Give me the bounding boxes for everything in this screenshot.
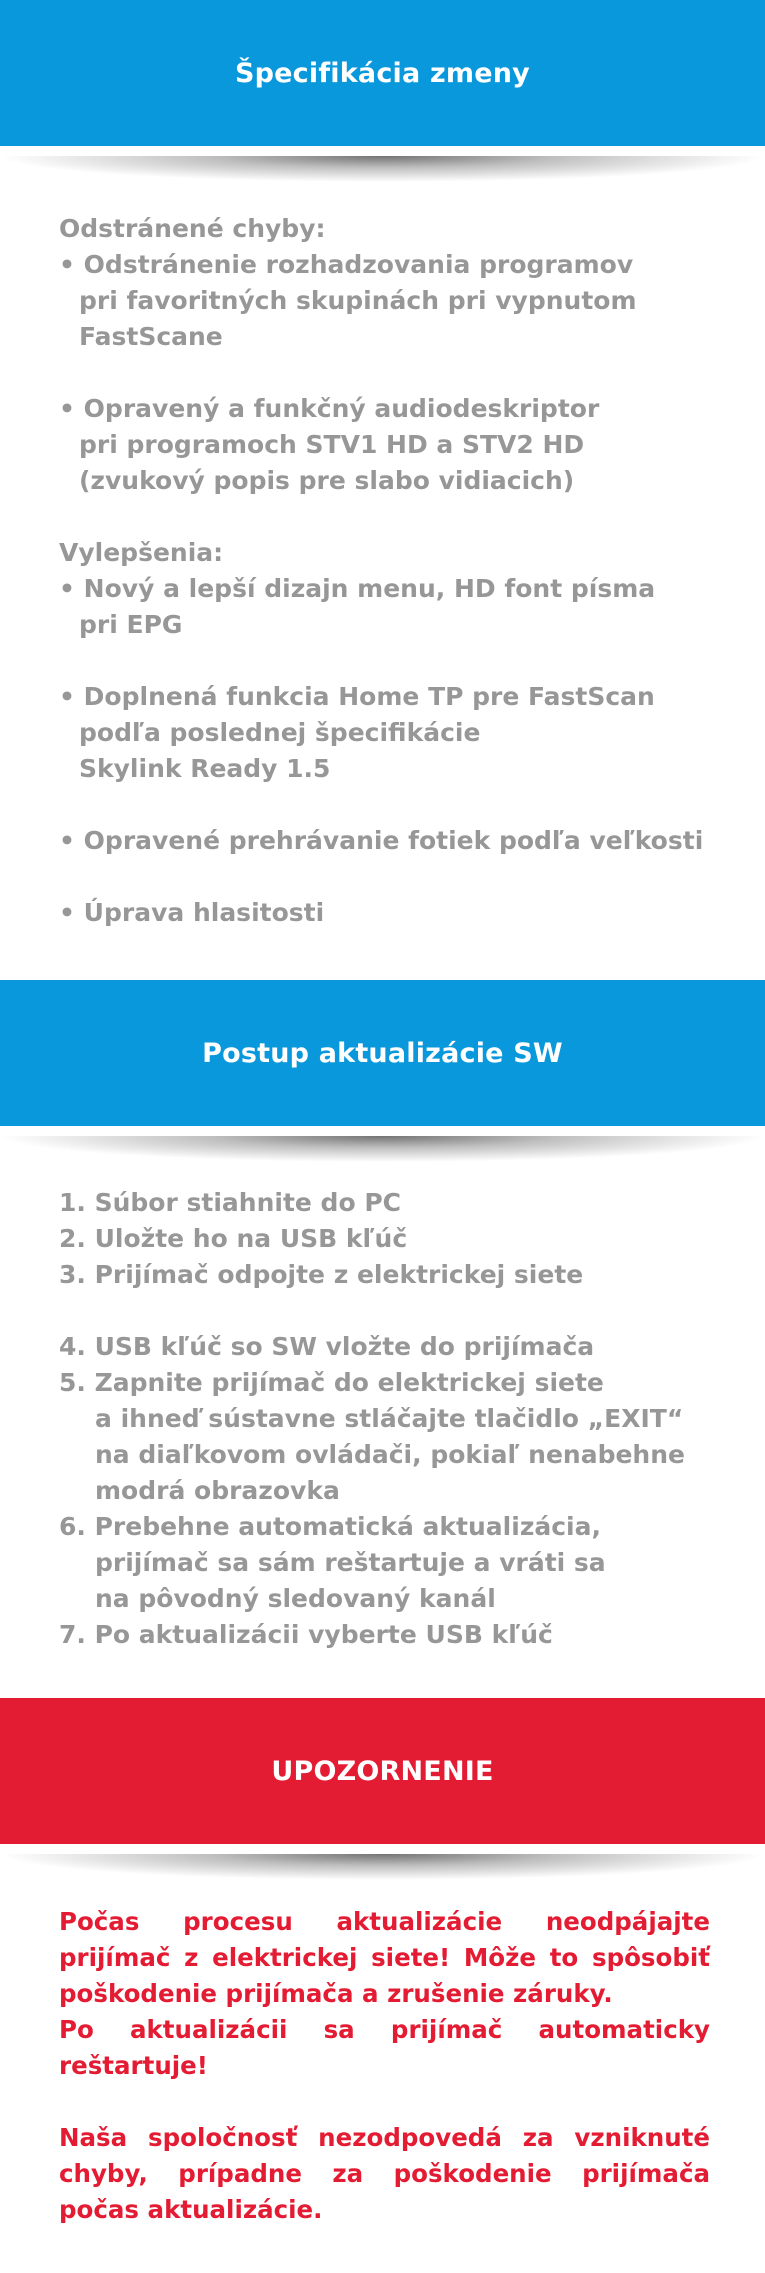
warning-p3-line-2: chyby, prípadne za poškodenie prijímača: [59, 2159, 710, 2188]
spec-banner: [0, 0, 765, 146]
fix-item-2-line-3: (zvukový popis pre slabo vidiacich): [79, 466, 575, 495]
step-1: 1. Súbor stiahnite do PC: [59, 1188, 401, 1217]
warning-p3-line-3: počas aktualizácie.: [59, 2195, 323, 2224]
warning-p1-line-1: Počas procesu aktualizácie neodpájajte: [59, 1907, 710, 1936]
warning-p3-line-1: Naša spoločnosť nezodpovedá za vzniknuté: [59, 2123, 710, 2152]
improvement-item-1-line-2: pri EPG: [79, 610, 183, 639]
improvement-item-2-line-3: Skylink Ready 1.5: [79, 754, 331, 783]
step-7: 7. Po aktualizácii vyberte USB kľúč: [59, 1620, 553, 1649]
warning-p2-line-2: reštartuje!: [59, 2051, 208, 2080]
step-6-line-3: na pôvodný sledovaný kanál: [95, 1584, 496, 1613]
fix-item-1-line-1: • Odstránenie rozhadzovania programov: [59, 250, 634, 279]
step-6-line-2: prijímač sa sám reštartuje a vráti sa: [95, 1548, 606, 1577]
step-4: 4. USB kľúč so SW vložte do prijímača: [59, 1332, 595, 1361]
procedure-section: [59, 1185, 719, 1653]
procedure-banner-shadow: [0, 1136, 765, 1162]
step-5-line-1: 5. Zapnite prijímač do elektrickej siete: [59, 1368, 604, 1397]
warning-banner-shadow: [0, 1854, 765, 1880]
improvements-heading: Vylepšenia:: [59, 538, 224, 567]
warning-section: [59, 1904, 710, 2228]
spec-title: Špecifikácia zmeny: [235, 57, 530, 89]
fix-item-2-line-1: • Opravený a funkčný audiodeskriptor: [59, 394, 600, 423]
improvement-item-3: • Opravené prehrávanie fotiek podľa veľkosti: [59, 826, 704, 855]
warning-title: UPOZORNENIE: [271, 1755, 494, 1787]
improvement-item-2-line-1: • Doplnená funkcia Home TP pre FastScan: [59, 682, 655, 711]
changes-section: [59, 211, 719, 931]
procedure-banner: [0, 980, 765, 1126]
step-6-line-1: 6. Prebehne automatická aktualizácia,: [59, 1512, 601, 1541]
fix-item-2-line-2: pri programoch STV1 HD a STV2 HD: [79, 430, 585, 459]
fix-item-1-line-2: pri favoritných skupinách pri vypnutom: [79, 286, 637, 315]
step-3: 3. Prijímač odpojte z elektrickej siete: [59, 1260, 584, 1289]
improvement-item-4: • Úprava hlasitosti: [59, 898, 325, 927]
warning-p1-line-3: poškodenie prijímača a zrušenie záruky.: [59, 1979, 613, 2008]
step-5-line-4: modrá obrazovka: [95, 1476, 340, 1505]
warning-p1-line-2: prijímač z elektrickej siete! Môže to spôsobiť: [59, 1943, 710, 1972]
improvement-item-2-line-2: podľa poslednej špecifikácie: [79, 718, 481, 747]
fix-item-1-line-3: FastScane: [79, 322, 223, 351]
procedure-title: Postup aktualizácie SW: [202, 1037, 563, 1069]
step-5-line-3: na diaľkovom ovládači, pokiaľ nenabehne: [95, 1440, 685, 1469]
warning-banner: [0, 1698, 765, 1844]
step-5-line-2: a ihneď sústavne stláčajte tlačidlo „EXIT“: [95, 1404, 684, 1433]
step-2: 2. Uložte ho na USB kľúč: [59, 1224, 408, 1253]
spec-banner-shadow: [0, 156, 765, 182]
fixes-heading: Odstránené chyby:: [59, 214, 326, 243]
warning-p2-line-1: Po aktualizácii sa prijímač automaticky: [59, 2015, 710, 2044]
improvement-item-1-line-1: • Nový a lepší dizajn menu, HD font písma: [59, 574, 656, 603]
